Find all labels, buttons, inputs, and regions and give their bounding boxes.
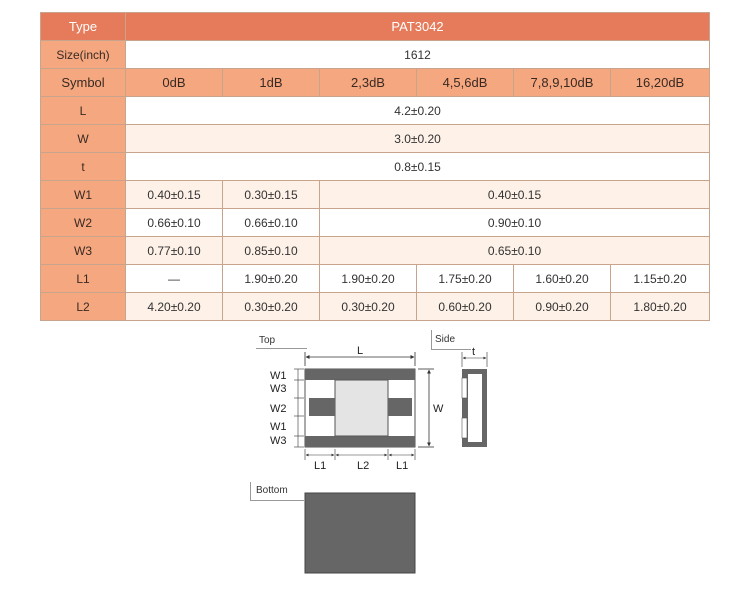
table-cell: 0.30±0.15 bbox=[223, 181, 320, 209]
attenuation-header: 1dB bbox=[223, 69, 320, 97]
dim-label-W3: W3 bbox=[270, 435, 287, 447]
attenuation-header: 0dB bbox=[126, 69, 223, 97]
table-cell: 1.15±0.20 bbox=[611, 265, 710, 293]
type-value: PAT3042 bbox=[126, 13, 710, 41]
attenuation-header: 16,20dB bbox=[611, 69, 710, 97]
symbol-label: Symbol bbox=[41, 69, 126, 97]
dim-label-W1: W1 bbox=[270, 370, 287, 382]
table-cell: 1.75±0.20 bbox=[417, 265, 514, 293]
top-view-label: Top bbox=[256, 334, 307, 349]
dim-label-t: t bbox=[472, 346, 476, 358]
row-label: L1 bbox=[41, 265, 126, 293]
dim-label-W3: W3 bbox=[270, 383, 287, 395]
table-cell: 1.80±0.20 bbox=[611, 293, 710, 321]
dim-label-L: L bbox=[357, 345, 364, 357]
row-label: L2 bbox=[41, 293, 126, 321]
table-cell: 0.8±0.15 bbox=[126, 153, 710, 181]
attenuation-header: 2,3dB bbox=[320, 69, 417, 97]
table-cell: 0.90±0.10 bbox=[320, 209, 710, 237]
row-label: W3 bbox=[41, 237, 126, 265]
table-cell: 1.90±0.20 bbox=[223, 265, 320, 293]
dim-label-W1: W1 bbox=[270, 421, 287, 433]
type-label: Type bbox=[41, 13, 126, 41]
table-cell: 4.2±0.20 bbox=[126, 97, 710, 125]
side-view-label: Side bbox=[431, 330, 471, 350]
dim-label-W: W bbox=[433, 403, 444, 415]
bottom-view-label: Bottom bbox=[250, 482, 304, 501]
row-label: L bbox=[41, 97, 126, 125]
table-cell: 1.60±0.20 bbox=[514, 265, 611, 293]
attenuation-header: 4,5,6dB bbox=[417, 69, 514, 97]
dim-label-L1: L1 bbox=[396, 460, 409, 472]
table-cell: 0.77±0.10 bbox=[126, 237, 223, 265]
row-label: W2 bbox=[41, 209, 126, 237]
table-cell: 0.30±0.20 bbox=[320, 293, 417, 321]
table-cell: 0.85±0.10 bbox=[223, 237, 320, 265]
attenuation-header: 7,8,9,10dB bbox=[514, 69, 611, 97]
table-cell: 0.66±0.10 bbox=[223, 209, 320, 237]
table-cell: 0.60±0.20 bbox=[417, 293, 514, 321]
table-cell: 3.0±0.20 bbox=[126, 125, 710, 153]
dim-label-L2: L2 bbox=[357, 460, 370, 472]
table-cell: 0.40±0.15 bbox=[320, 181, 710, 209]
size-value: 1612 bbox=[126, 41, 710, 69]
table-cell: 1.90±0.20 bbox=[320, 265, 417, 293]
side-view bbox=[462, 352, 487, 447]
row-label: W1 bbox=[41, 181, 126, 209]
table-cell: 0.40±0.15 bbox=[126, 181, 223, 209]
top-view bbox=[294, 352, 434, 460]
table-cell: 0.30±0.20 bbox=[223, 293, 320, 321]
row-label: t bbox=[41, 153, 126, 181]
table-cell: 4.20±0.20 bbox=[126, 293, 223, 321]
table-cell: 0.90±0.20 bbox=[514, 293, 611, 321]
size-label: Size(inch) bbox=[41, 41, 126, 69]
dim-label-W2: W2 bbox=[270, 403, 287, 415]
bottom-view bbox=[305, 493, 415, 573]
row-label: W bbox=[41, 125, 126, 153]
table-cell: 0.65±0.10 bbox=[320, 237, 710, 265]
table-cell: — bbox=[126, 265, 223, 293]
dim-label-L1: L1 bbox=[314, 460, 327, 472]
table-cell: 0.66±0.10 bbox=[126, 209, 223, 237]
